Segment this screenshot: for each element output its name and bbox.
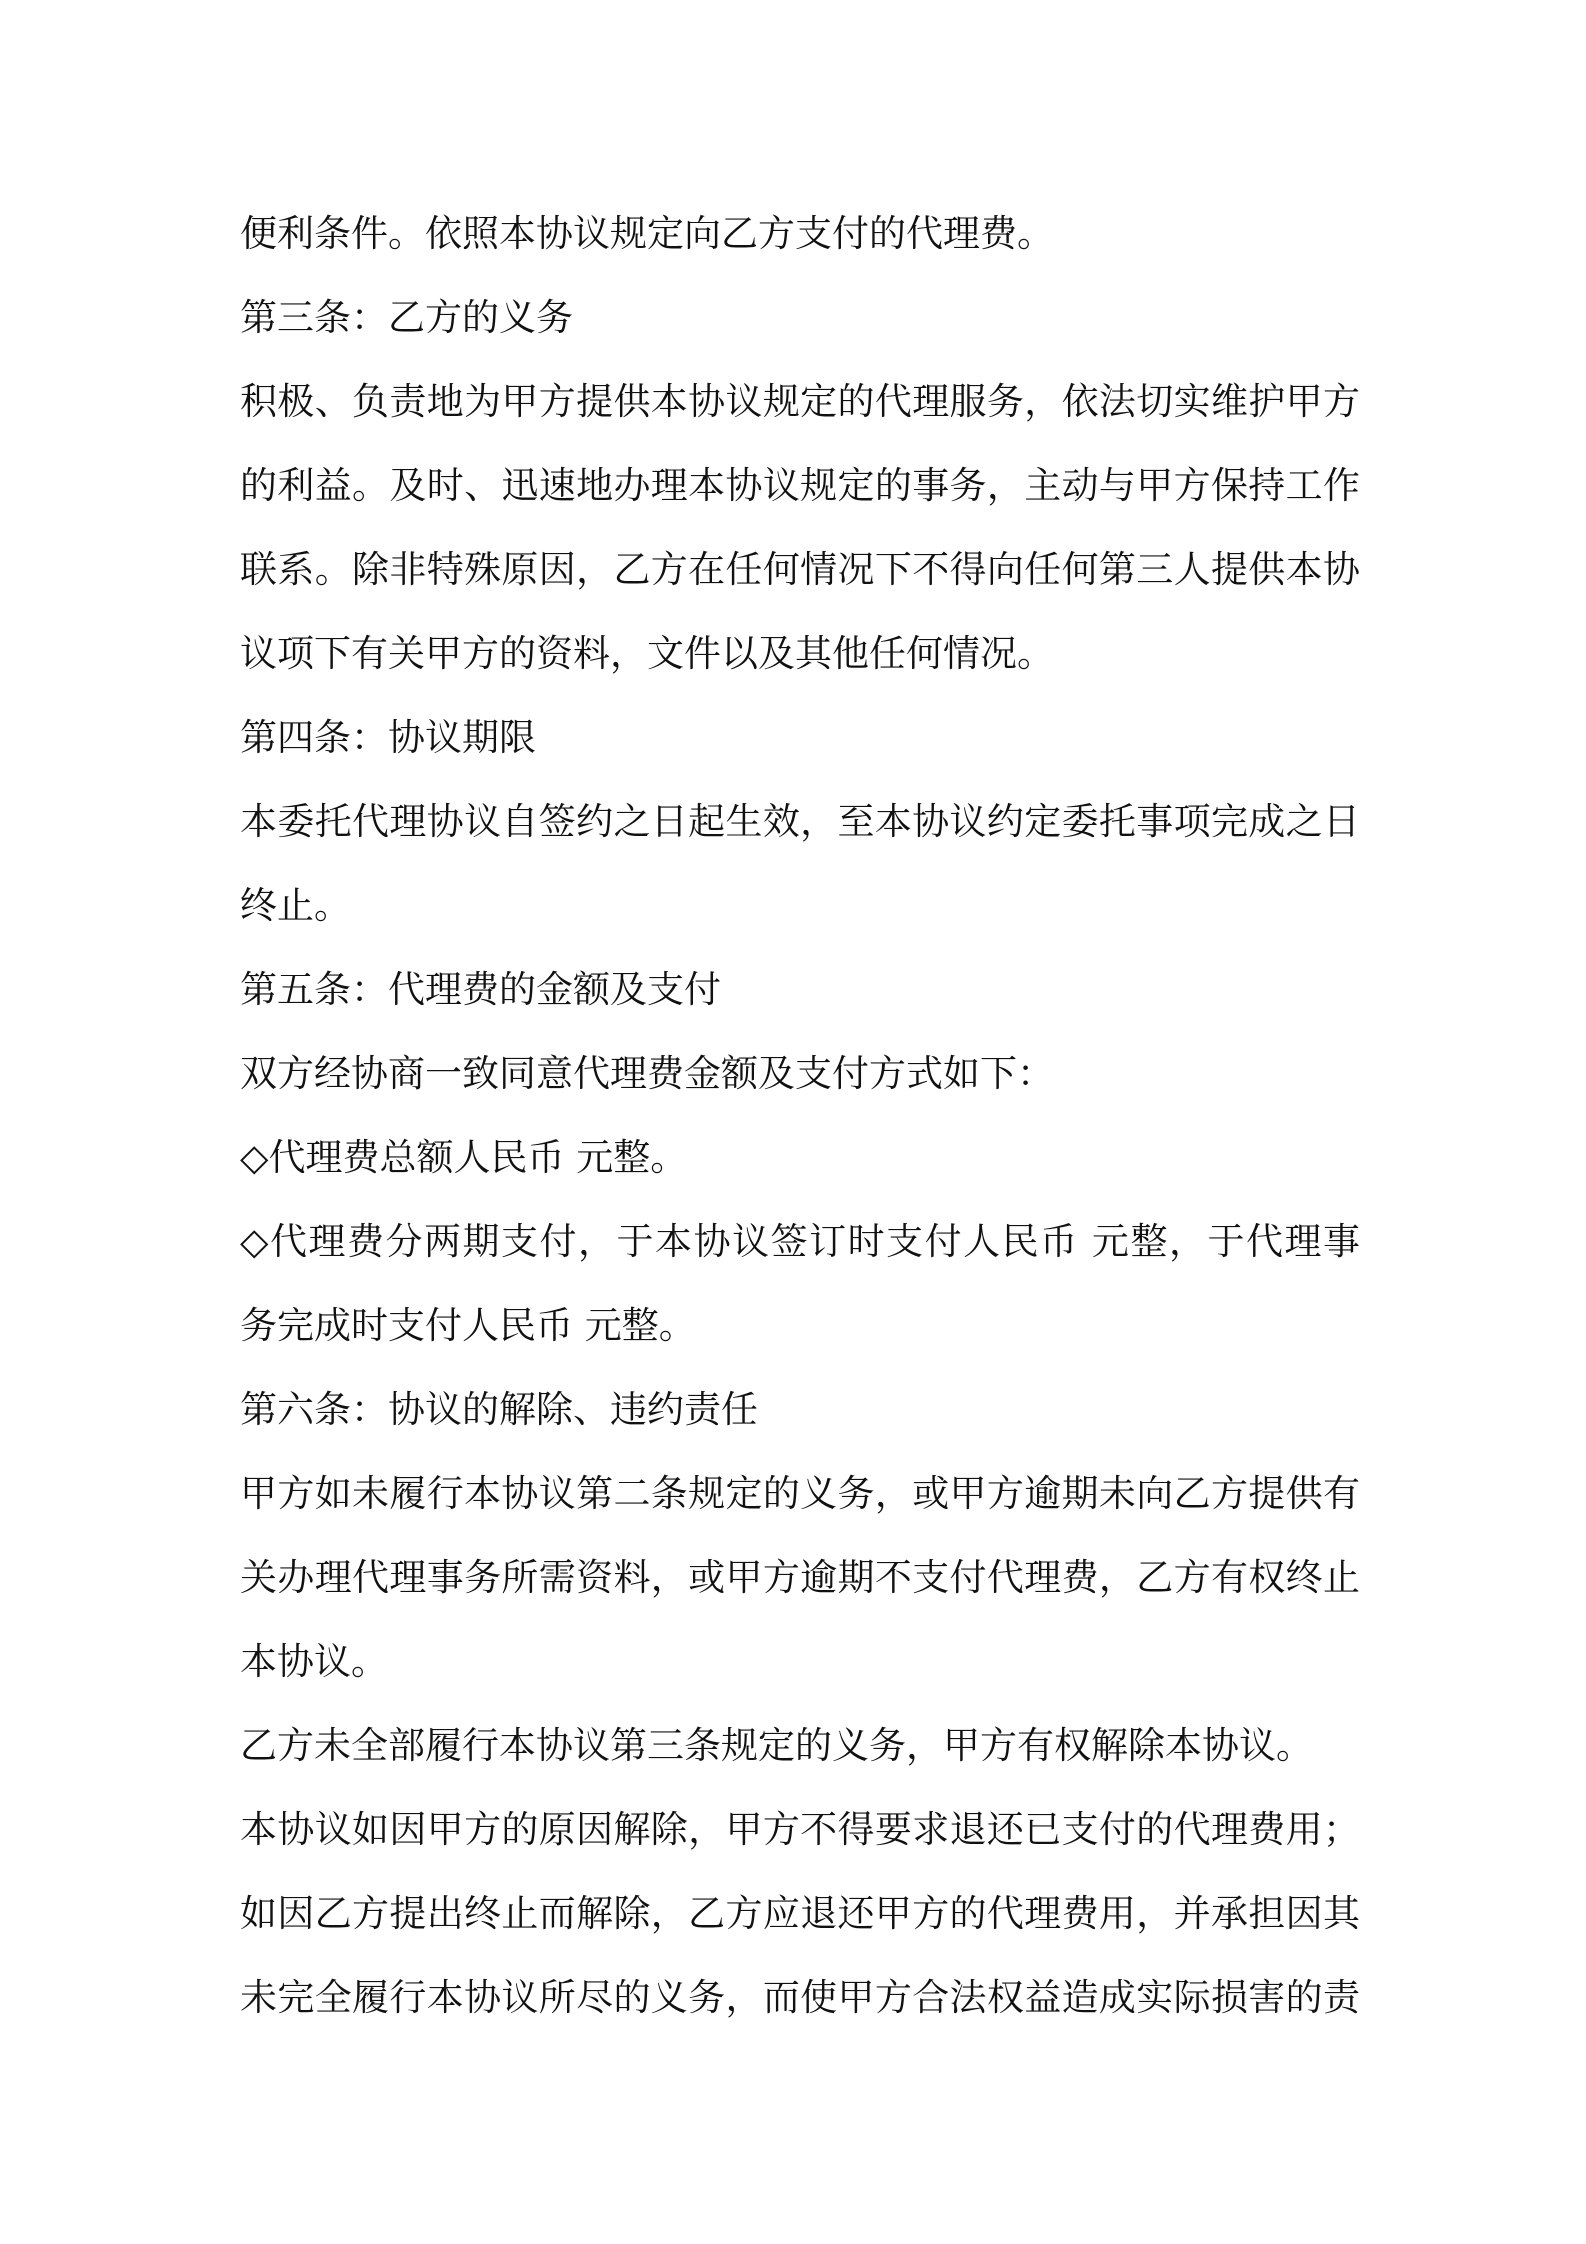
paragraph-line: 未完全履行本协议所尽的义务，而使甲方合法权益造成实际损害的责	[240, 1976, 1360, 2019]
section-heading: 第四条：协议期限	[240, 716, 536, 759]
paragraph-line: 的利益。及时、迅速地办理本协议规定的事务，主动与甲方保持工作	[240, 464, 1360, 507]
paragraph-line: 终止。	[240, 884, 351, 927]
paragraph-line: 本委托代理协议自签约之日起生效，至本协议约定委托事项完成之日	[240, 800, 1360, 843]
paragraph-line: 如因乙方提出终止而解除，乙方应退还甲方的代理费用，并承担因其	[240, 1892, 1360, 1935]
paragraph-line: 双方经协商一致同意代理费金额及支付方式如下：	[240, 1052, 1054, 1095]
section-heading: 第三条：乙方的义务	[240, 296, 573, 339]
document-body	[240, 192, 1360, 2040]
paragraph-line: 联系。除非特殊原因，乙方在任何情况下不得向任何第三人提供本协	[240, 548, 1360, 591]
paragraph-line: 议项下有关甲方的资料，文件以及其他任何情况。	[240, 632, 1054, 675]
paragraph-line: 关办理代理事务所需资料，或甲方逾期不支付代理费，乙方有权终止	[240, 1556, 1360, 1599]
paragraph-line: 便利条件。依照本协议规定向乙方支付的代理费。	[240, 212, 1054, 255]
paragraph-line: 甲方如未履行本协议第二条规定的义务，或甲方逾期未向乙方提供有	[240, 1472, 1360, 1515]
paragraph-line: 本协议。	[240, 1640, 388, 1683]
paragraph-line: 积极、负责地为甲方提供本协议规定的代理服务，依法切实维护甲方	[240, 380, 1360, 423]
section-heading: 第六条：协议的解除、违约责任	[240, 1388, 758, 1431]
paragraph-line: 乙方未全部履行本协议第三条规定的义务，甲方有权解除本协议。	[240, 1724, 1313, 1767]
paragraph-line: 务完成时支付人民币 元整。	[240, 1304, 696, 1347]
paragraph-line: 本协议如因甲方的原因解除，甲方不得要求退还已支付的代理费用；	[240, 1808, 1360, 1851]
section-heading: 第五条：代理费的金额及支付	[240, 968, 721, 1011]
paragraph-line: ◇代理费分两期支付，于本协议签订时支付人民币 元整，于代理事	[240, 1220, 1360, 1263]
paragraph-line: ◇代理费总额人民币 元整。	[240, 1136, 688, 1179]
